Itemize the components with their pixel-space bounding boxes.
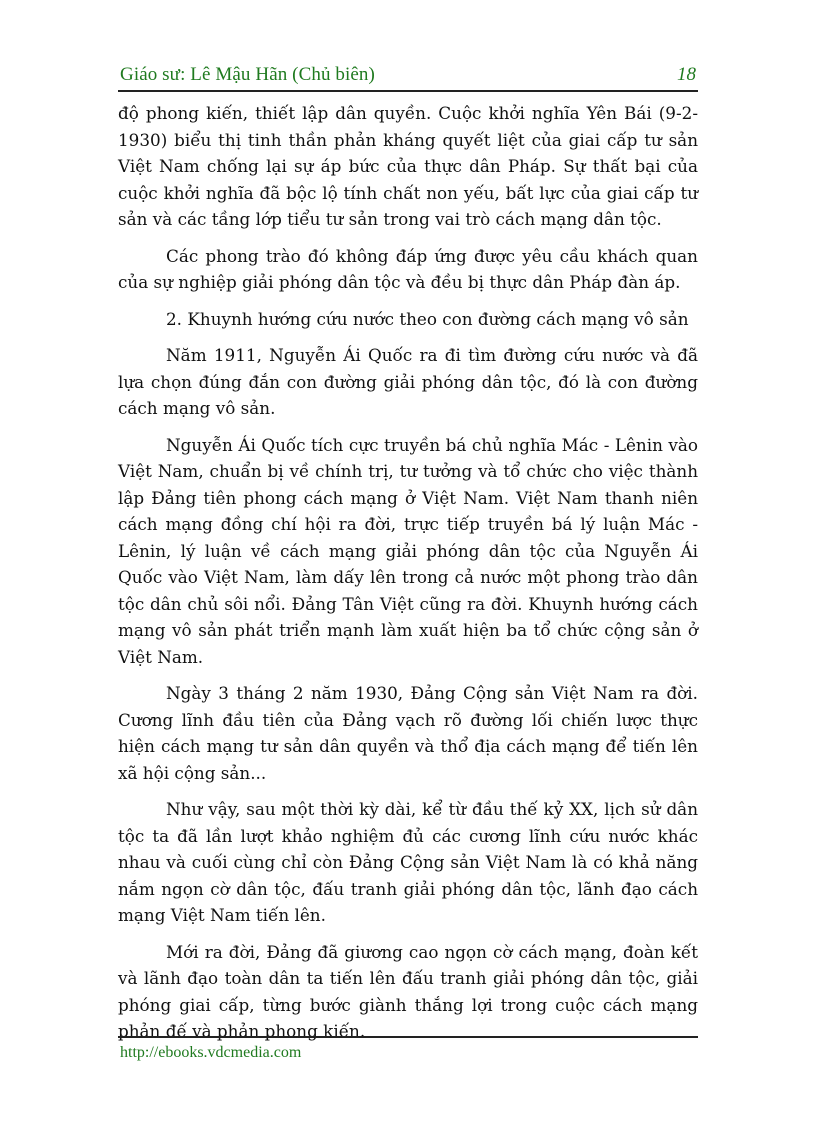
paragraph: Như vậy, sau một thời kỳ dài, kể từ đầu thế kỷ XX, lịch sử dân tộc ta đã lần lượt khảo nghiệm đủ các cương lĩnh cứu nước khác nhau và cuối cùng chỉ còn Đảng Cộng sản Việt Nam là có khả năng nắm ngọn cờ dân tộc, đấu tranh giải phóng dân tộc, lãnh đạo cách mạng Việt Nam tiến lên. — [118, 799, 698, 925]
document-body — [118, 100, 698, 1055]
paragraph: Nguyễn Ái Quốc tích cực truyền bá chủ nghĩa Mác - Lênin vào Việt Nam, chuẩn bị về chính trị, tư tưởng và tổ chức cho việc thành lập Đảng tiên phong cách mạng ở Việt Nam. Việt Nam thanh niên cách mạng đồng chí hội ra đời, trực tiếp truyền bá lý luận Mác - Lênin, lý luận về cách mạng giải phóng dân tộc của Nguyễn Ái Quốc vào Việt Nam, làm dấy lên trong cả nước một phong trào dân tộc dân chủ sôi nổi. Đảng Tân Việt cũng ra đời. Khuynh hướng cách mạng vô sản phát triển mạnh làm xuất hiện ba tổ chức cộng sản ở Việt Nam. — [118, 434, 698, 667]
page-number: 18 — [677, 64, 696, 85]
paragraph: Ngày 3 tháng 2 năm 1930, Đảng Cộng sản Việt Nam ra đời. Cương lĩnh đầu tiên của Đảng vạch rõ đường lối chiến lược thực hiện cách mạng tư sản dân quyền và thổ địa cách mạng để tiến lên xã hội cộng sản... — [118, 683, 698, 783]
section-heading: 2. Khuynh hướng cứu nước theo con đường cách mạng vô sản — [166, 308, 689, 329]
paragraph: Mới ra đời, Đảng đã giương cao ngọn cờ cách mạng, đoàn kết và lãnh đạo toàn dân ta tiến lên đấu tranh giải phóng dân tộc, giải phóng giai cấp, từng bước giành thắng lợi trong cuộc cách mạng phản đế và phản phong kiến. — [118, 941, 698, 1041]
header-title: Giáo sư: Lê Mậu Hãn (Chủ biên) — [120, 64, 375, 85]
footer-link[interactable]: http://ebooks.vdcmedia.com — [120, 1044, 302, 1061]
paragraph: Các phong trào đó không đáp ứng được yêu cầu khách quan của sự nghiệp giải phóng dân tộc và đều bị thực dân Pháp đàn áp. — [118, 245, 698, 292]
paragraph: độ phong kiến, thiết lập dân quyền. Cuộc khởi nghĩa Yên Bái (9-2-1930) biểu thị tinh thần phản kháng quyết liệt của giai cấp tư sản Việt Nam chống lại sự áp bức của thực dân Pháp. Sự thất bại của cuộc khởi nghĩa đã bộc lộ tính chất non yếu, bất lực của giai cấp tư sản và các tầng lớp tiểu tư sản trong vai trò cách mạng dân tộc. — [118, 103, 698, 229]
page-header — [118, 58, 698, 92]
page-footer — [118, 1036, 698, 1061]
paragraph: Năm 1911, Nguyễn Ái Quốc ra đi tìm đường cứu nước và đã lựa chọn đúng đắn con đường giải phóng dân tộc, đó là con đường cách mạng vô sản. — [118, 345, 698, 418]
